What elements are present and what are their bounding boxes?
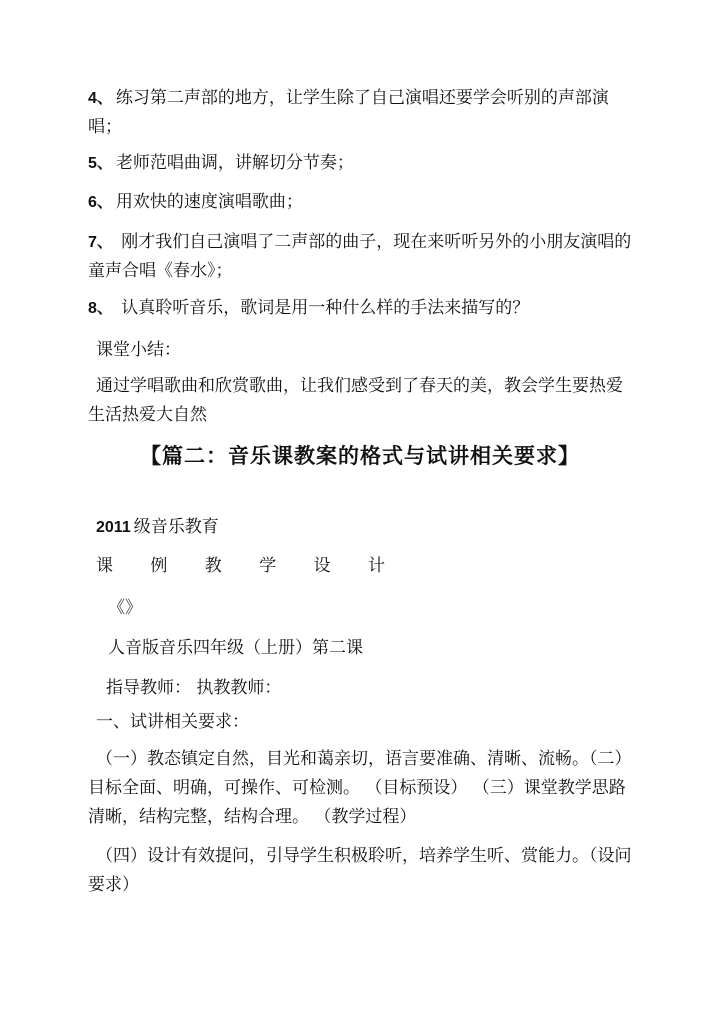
item-text: 认真聆听音乐，歌词是用一种什么样的手法来描写的？ — [115, 298, 530, 318]
teachers-line: 指导教师： 执教教师： — [106, 678, 282, 698]
year-line — [88, 513, 644, 542]
item-text: 练习第二声部的地方，让学生除了自己演唱还要学会听别的声部演唱； — [88, 88, 609, 137]
list-item-5 — [88, 149, 636, 178]
section-heading: 【篇二：音乐课教案的格式与试讲相关要求】 — [140, 443, 580, 468]
year-number: 2011 — [96, 519, 131, 536]
requirements-title: 一、试讲相关要求： — [96, 712, 249, 732]
course-line: 人音版音乐四年级（上册）第二课 — [108, 638, 363, 658]
item-text: 刚才我们自己演唱了二声部的曲子，现在来听听另外的小朋友演唱的童声合唱《春水》； — [88, 232, 632, 281]
item-text: 老师范唱曲调，讲解切分节奏； — [115, 153, 354, 173]
item-number: 7、 — [88, 234, 113, 251]
year-text: 级音乐教育 — [133, 517, 219, 537]
list-item-4 — [88, 84, 636, 142]
requirements-paragraph-2: （四）设计有效提问，引导学生积极聆听，培养学生听、赏能力。（设问要求） — [88, 846, 632, 895]
item-number: 6、 — [88, 194, 113, 211]
book-title-marks: 《》 — [108, 598, 142, 618]
summary-text: 通过学唱歌曲和欣赏歌曲，让我们感受到了春天的美，教会学生要热爱生活热爱大自然 — [88, 376, 623, 425]
requirements-paragraph-1: （一）教态镇定自然，目光和蔼亲切，语言要准确、清晰、流畅。（二）目标全面、明确，可操作、可检测。 （目标预设） （三）课堂教学思路清晰，结构完整，结构合理。 （教学过程） — [88, 749, 632, 827]
item-number: 4、 — [88, 90, 113, 107]
item-number: 5、 — [88, 155, 113, 172]
item-text: 用欢快的速度演唱歌曲； — [115, 192, 303, 212]
list-item-7 — [88, 228, 636, 286]
design-title: 课 例 教 学 设 计 — [96, 556, 402, 576]
list-item-8 — [88, 294, 636, 323]
summary-label: 课堂小结： — [96, 340, 181, 360]
item-number: 8、 — [88, 300, 113, 317]
list-item-6 — [88, 188, 636, 217]
